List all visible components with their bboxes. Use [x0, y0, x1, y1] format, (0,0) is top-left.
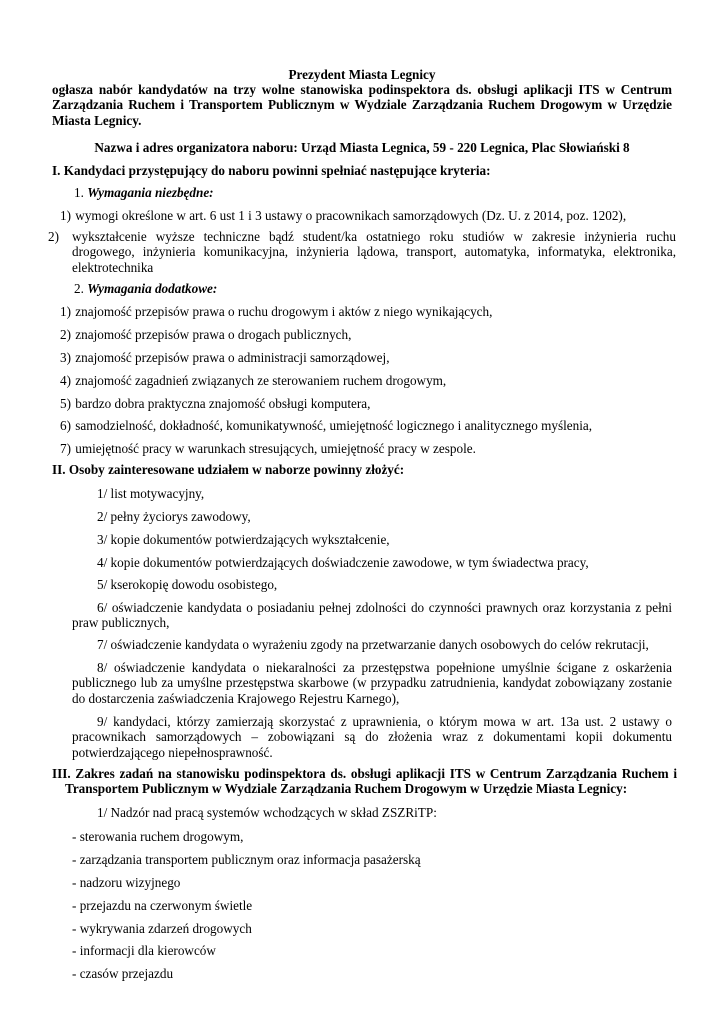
- system-item: - czasów przejazdu: [72, 966, 174, 981]
- system-item: - informacji dla kierowców: [72, 943, 216, 958]
- list-text: wymogi określone w art. 6 ust 1 i 3 ustawy o pracownikach samorządowych (Dz. U. z 2014, poz. 1202),: [75, 208, 627, 223]
- document-item: [72, 600, 672, 631]
- document-item: 3/ kopie dokumentów potwierdzających wykształcenie,: [97, 532, 390, 547]
- document-item: [72, 714, 672, 760]
- required-item: [60, 208, 676, 223]
- list-number: 7): [60, 441, 71, 456]
- document-item: 5/ kserokopię dowodu osobistego,: [97, 577, 278, 592]
- list-number: 4): [60, 373, 71, 388]
- document-item-text: 8/ oświadczenie kandydata o niekaralności za przestępstwa popełnione umyślnie ścigane z oskarżenia publicznego lub za umyślne przestępstwa skarbowe (w przypadku zatrudnienia, kandydat zobowiązany zostanie do dostarczenia zaświadczenia Krajowego Rejestru Karnego),: [72, 660, 672, 706]
- list-text: umiejętność pracy w warunkach stresujących, umiejętność pracy w zespole.: [75, 441, 476, 456]
- document-item: [72, 660, 672, 706]
- list-number: 5): [60, 396, 71, 411]
- system-item: - przejazdu na czerwonym świetle: [72, 898, 253, 913]
- section-3-heading: [52, 766, 677, 797]
- additional-item: [60, 441, 676, 456]
- list-number: 2): [60, 327, 71, 342]
- document-item: 4/ kopie dokumentów potwierdzających doświadczenie zawodowe, w tym świadectwa pracy,: [97, 555, 589, 570]
- section-2-heading: II. Osoby zainteresowane udziałem w naborze powinny złożyć:: [52, 462, 405, 477]
- document-item: 1/ list motywacyjny,: [97, 486, 205, 501]
- document-item-text: 6/ oświadczenie kandydata o posiadaniu pełnej zdolności do czynności prawnych oraz korzystania z pełni praw publicznych,: [72, 600, 672, 631]
- system-item: - sterowania ruchem drogowym,: [72, 829, 244, 844]
- additional-prefix: 2.: [74, 281, 84, 296]
- organizer-line: Nazwa i adres organizatora naboru: Urząd Miasta Legnica, 59 - 220 Legnica, Plac Słowiański 8: [94, 140, 630, 155]
- document-item: 7/ oświadczenie kandydata o wyrażeniu zgody na przetwarzanie danych osobowych do celów rekrutacji,: [97, 637, 649, 652]
- document-item-text: 9/ kandydaci, którzy zamierzają skorzystać z uprawnienia, o którym mowa w art. 13a ust. 2 ustawy o pracownikach samorządowych – zobowiązani są do złożenia wraz z dokumentami kopii dokumentu potwierdzającego niepełnosprawność.: [72, 714, 672, 760]
- additional-label: Wymagania dodatkowe:: [87, 281, 218, 296]
- list-number: 1): [60, 304, 71, 319]
- additional-item: [60, 304, 676, 319]
- system-item: - zarządzania transportem publicznym oraz informacja pasażerską: [72, 852, 421, 867]
- list-number: 2): [48, 229, 59, 244]
- list-text: samodzielność, dokładność, komunikatywność, umiejętność logicznego i analitycznego myślenia,: [75, 418, 593, 433]
- required-item: [48, 229, 676, 275]
- list-text: wykształcenie wyższe techniczne bądź student/ka ostatniego roku studiów w zakresie inżynieria ruchu drogowego, inżynieria komunikacyjna, inżynieria lądowa, transport, automatyka, informatyka, elektronika, elektrotechnika: [72, 229, 676, 275]
- list-text: znajomość przepisów prawa o drogach publicznych,: [75, 327, 352, 342]
- document-title: Prezydent Miasta Legnicy: [288, 67, 436, 82]
- required-subheading: [74, 185, 214, 200]
- list-text: bardzo dobra praktyczna znajomość obsługi komputera,: [75, 396, 371, 411]
- additional-item: [60, 350, 676, 365]
- section-1-heading: I. Kandydaci przystępujący do naboru powinni spełniać następujące kryteria:: [52, 163, 491, 178]
- document-item: 2/ pełny życiorys zawodowy,: [97, 509, 251, 524]
- additional-item: [60, 396, 676, 411]
- task-intro: 1/ Nadzór nad pracą systemów wchodzących w skład ZSZRiTP:: [97, 805, 437, 820]
- list-text: znajomość zagadnień związanych ze sterowaniem ruchem drogowym,: [75, 373, 447, 388]
- additional-item: [60, 373, 676, 388]
- list-number: 3): [60, 350, 71, 365]
- required-label: Wymagania niezbędne:: [87, 185, 214, 200]
- announcement-intro: ogłasza nabór kandydatów na trzy wolne stanowiska podinspektora ds. obsługi aplikacji ITS w Centrum Zarządzania Ruchem i Transportem Publicznym w Wydziale Zarządzania Ruchem Drogowym w Urzędzie Miasta Legnicy.: [52, 82, 672, 128]
- system-item: - wykrywania zdarzeń drogowych: [72, 921, 252, 936]
- additional-subheading: [74, 281, 217, 296]
- system-item: - nadzoru wizyjnego: [72, 875, 181, 890]
- list-number: 6): [60, 418, 71, 433]
- section-3-heading-text: III. Zakres zadań na stanowisku podinspektora ds. obsługi aplikacji ITS w Centrum Zarządzania Ruchem i Transportem Publicznym w Wydziale Zarządzania Ruchem Drogowym w Urzędzie Miasta Legnicy:: [52, 766, 677, 797]
- additional-item: [60, 418, 676, 433]
- list-text: znajomość przepisów prawa o ruchu drogowym i aktów z niego wynikających,: [75, 304, 493, 319]
- list-text: znajomość przepisów prawa o administracji samorządowej,: [75, 350, 390, 365]
- list-number: 1): [60, 208, 71, 223]
- additional-item: [60, 327, 676, 342]
- required-prefix: 1.: [74, 185, 84, 200]
